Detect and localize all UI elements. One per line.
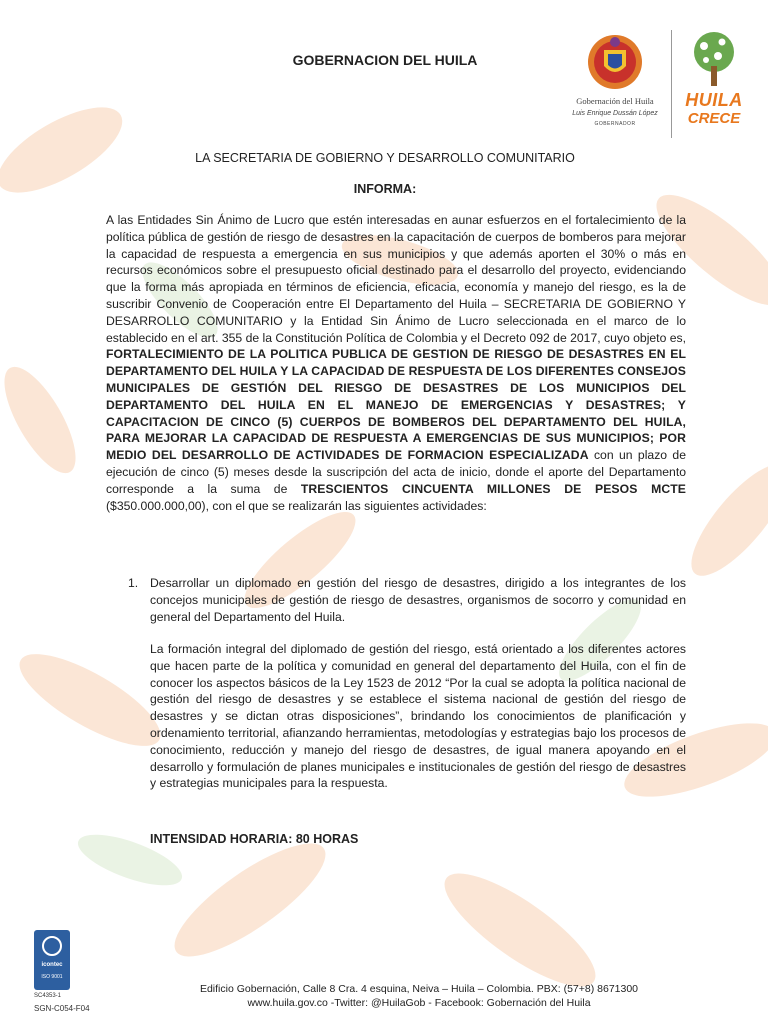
icontec-name: icontec: [41, 962, 63, 968]
gobernacion-logo: [560, 30, 670, 135]
list-item-number: 1.: [128, 576, 139, 590]
logo-gob-line2: Luis Enrique Dussán López: [572, 110, 658, 117]
certification-code: SC4353-1: [34, 993, 62, 999]
form-code: SGN-C054-F04: [34, 1004, 90, 1013]
icontec-iso: ISO 9001: [41, 974, 63, 980]
amount-words: TRESCIENTOS CINCUENTA MILLONES DE PESOS MCTE: [300, 481, 686, 496]
header-divider: [671, 30, 672, 138]
certification-ring-icon: [42, 936, 62, 956]
icontec-certification-logo: [34, 930, 70, 990]
coat-of-arms-icon: [584, 32, 646, 92]
diplomado-description: La formación integral del diplomado de gestión del riesgo, está orientado a los diferentes actores que hacen parte de la política y comunidad en general del departamento del Huila, con el fin de conocer los aspectos básicos de la Ley 1523 de 2012 “Por la cual se adopta la política nacional de gestión del riesgo de desastres y se establece el sistema nacional de gestión del riesgo de desastres y se dictan otras disposiciones”, brindando los conocimientos de planificación y ordenamiento territorial, afianzando herramientas, metodologías y estrategias bajo los procesos de conocimiento, reducción y manejo del riesgo de desastres, de igual manera apoyando en el desarrollo y formulación de planes municipales e institucionales de gestión del riesgo de desastres y estrategias municipales para la respuesta.: [150, 642, 686, 791]
logo-crece-line1: HUILA: [685, 90, 743, 110]
paragraph-amount: ($350.000.000,00), con el que se realizarán las siguientes actividades:: [106, 498, 487, 513]
activity-list: [128, 575, 686, 625]
tree-icon: [688, 30, 740, 88]
header-title: GOBERNACION DEL HUILA: [292, 52, 478, 68]
main-paragraph: [106, 212, 686, 514]
intensidad-horaria: INTENSIDAD HORARIA: 80 HORAS: [150, 832, 359, 846]
project-object: FORTALECIMIENTO DE LA POLITICA PUBLICA DE GESTION DE RIESGO DE DESASTRES EN EL DEPARTAMENTO DEL HUILA Y LA CAPACIDAD DE RESPUESTA DE LOS DIFERENTES CONSEJOS MUNICIPALES DE GESTIÓN DEL RIESGO DE DESASTRES DE LOS MUNICIPIOS DEL DEPARTAMENTO DEL HUILA EN EL MANEJO DE EMERGENCIAS Y DESASTRES; Y CAPACITACION DE CINCO (5) CUERPOS DE BOMBEROS DEL DEPARTAMENTO DEL HUILA, PARA MEJORAR LA CAPACIDAD DE RESPUESTA A EMERGENCIAS DE SUS MUNICIPIOS; POR MEDIO DEL DESARROLLO DE ACTIVIDADES DE FORMACION ESPECIALIZADA: [106, 347, 686, 463]
paragraph-term: con un plazo de ejecución de cinco (5) meses desde la suscripción del acta de inicio, donde el aporte del Departamento corresponde a la suma de: [106, 448, 686, 496]
footer-contact: www.huila.gov.co -Twitter: @HuilaGob - Facebook: Gobernación del Huila: [247, 997, 591, 1009]
paragraph-intro: A las Entidades Sin Ánimo de Lucro que estén interesadas en aunar esfuerzos en el fortalecimiento de la política pública de gestión de riesgo de desastres en la capacitación de cuerpos de bomberos para mejorar la capacidad de respuesta a emergencia en sus municipios y que además aporten el 30% o más en recursos económicos sobre el presupuesto oficial destinado para el desarrollo del proyecto, evidenciando que la forma más apropiada en términos de eficiencia, eficacia, economía y manejo del riesgo, es la de suscribir Convenio de Cooperación entre El Departamento del Huila – SECRETARIA DE GOBIERNO Y DESARROLLO COMUNITARIO y la Entidad Sin Ánimo de Lucro seleccionada en el marco de lo establecido en el art. 355 de la Constitución Política de Colombia y el Decreto 092 de 2017, cuyo objeto es,: [106, 213, 686, 345]
informa-heading: INFORMA:: [353, 182, 417, 196]
logo-gob-line3: GOBERNADOR: [594, 121, 636, 127]
huila-crece-logo: [682, 30, 746, 130]
secretaria-heading: LA SECRETARIA DE GOBIERNO Y DESARROLLO COMUNITARIO: [195, 151, 575, 165]
logo-gob-line1: Gobernación del Huila: [576, 96, 654, 106]
list-item-text: Desarrollar un diplomado en gestión del riesgo de desastres, dirigido a los integrantes de los concejos municipales de gestión de riesgo de desastres, organismos de socorro y comunidad en general del Departamento del Huila.: [150, 576, 686, 624]
footer-address: Edificio Gobernación, Calle 8 Cra. 4 esquina, Neiva – Huila – Colombia. PBX: (57+8) 8671300: [199, 983, 639, 995]
logo-crece-line2: CRECE: [687, 110, 741, 127]
